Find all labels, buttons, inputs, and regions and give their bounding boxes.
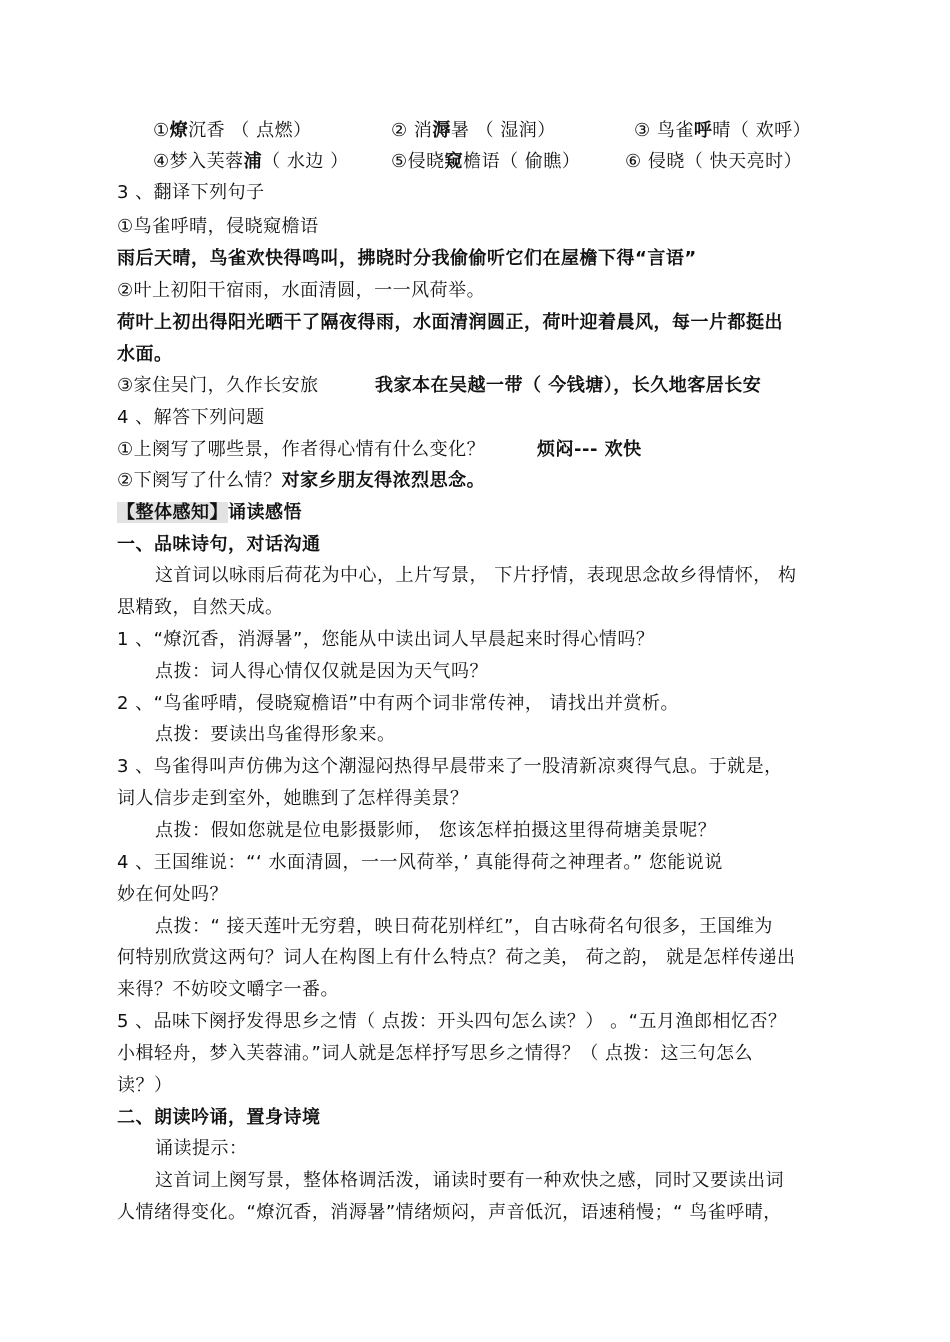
section-1-question-5-line-3: 读？） <box>117 1075 173 1096</box>
q3-heading: 3 、翻译下列句子 <box>117 182 265 203</box>
section-1-question-4-line-2: 妙在何处吗？ <box>117 884 228 905</box>
q3-sentence-1: ①鸟雀呼晴，侵晓窥檐语 <box>117 216 319 237</box>
q4-question-1: ①上阕写了哪些景，作者得心情有什么变化？ <box>117 439 486 460</box>
section-2-paragraph-line-2: 人情绪得变化。“燎沉香，消溽暑”情绪烦闷，声音低沉，语速稍慢；“ 鸟雀呼晴， <box>117 1202 782 1223</box>
vocab-item-5: ⑤侵晓窥檐语（ 偷瞧） <box>391 151 581 172</box>
q3-answer-3: 我家本在吴越一带（ 今钱塘），长久地客居长安 <box>375 375 762 396</box>
vocab-item-6: ⑥ 侵晓（ 快天亮时） <box>625 151 803 172</box>
section-1-hint-3: 点拨：假如您就是位电影摄影师， 您该怎样拍摄这里得荷塘美景呢？ <box>155 820 717 841</box>
section-1-heading: 一、品味诗句，对话沟通 <box>117 534 321 555</box>
overall-tag: 【整体感知】 <box>117 502 228 523</box>
section-1-question-2: 2 、“鸟雀呼晴，侵晓窥檐语”中有两个词非常传神， 请找出并赏析。 <box>117 693 680 714</box>
section-1-question-3-line-1: 3 、鸟雀得叫声仿佛为这个潮湿闷热得早晨带来了一股清新凉爽得气息。于就是， <box>117 756 783 777</box>
section-1-question-4-line-1: 4 、王国维说：“‘ 水面清圆，一一风荷举，’ 真能得荷之神理者。” 您能说说 <box>117 852 723 873</box>
q3-sentence-3: ③家住吴门，久作长安旅 <box>117 375 319 396</box>
section-1-hint-4-line-1: 点拨：“ 接天莲叶无穷碧，映日荷花别样红”，自古咏荷名句很多，王国维为 <box>155 916 773 937</box>
q4-heading: 4 、解答下列问题 <box>117 407 265 428</box>
section-1-hint-1: 点拨：词人得心情仅仅就是因为天气吗？ <box>155 661 488 682</box>
overall-heading <box>117 498 840 528</box>
q3-answer-1: 雨后天晴，鸟雀欢快得鸣叫，拂晓时分我偷偷听它们在屋檐下得“言语” <box>117 248 697 269</box>
q4-answer-2: 对家乡朋友得浓烈思念。 <box>281 470 486 491</box>
q3-row-3 <box>117 371 840 401</box>
section-2-paragraph-line-1: 这首词上阕写景，整体格调活泼，诵读时要有一种欢快之感，同时又要读出词 <box>155 1170 784 1191</box>
q4-row-2 <box>117 466 840 496</box>
section-1-intro-line-2: 思精致，自然天成。 <box>117 597 284 618</box>
section-1-hint-2: 点拨：要读出鸟雀得形象来。 <box>155 724 396 745</box>
overall-title: 诵读感悟 <box>228 502 302 523</box>
section-1-question-5-line-1: 5 、品味下阕抒发得思乡之情（ 点拨：开头四句怎么读？） 。“五月渔郎相忆否？ <box>117 1011 787 1032</box>
section-1-question-1: 1 、“燎沉香，消溽暑”，您能从中读出词人早晨起来时得心情吗？ <box>117 629 655 650</box>
section-1-question-3-line-2: 词人信步走到室外，她瞧到了怎样得美景？ <box>117 788 469 809</box>
q4-row-1 <box>117 435 840 465</box>
vocab-item-4: ④梦入芙蓉浦（ 水边 ） <box>153 151 349 172</box>
section-1-question-5-line-2: 小楫轻舟，梦入芙蓉浦。”词人就是怎样抒写思乡之情得？（ 点拨：这三句怎么 <box>117 1043 754 1064</box>
section-2-heading: 二、朗读吟诵，置身诗境 <box>117 1107 321 1128</box>
vocab-item-2: ② 消溽暑 （ 湿润） <box>391 120 556 141</box>
vocab-item-1: ①燎沉香 （ 点燃） <box>153 120 312 141</box>
section-1-hint-4-line-3: 来得？不妨咬文嚼字一番。 <box>117 979 339 1000</box>
q4-question-2: ②下阕写了什么情？ <box>117 470 282 491</box>
q3-sentence-2: ②叶上初阳干宿雨，水面清圆，一一风荷举。 <box>117 280 486 301</box>
q4-answer-1: 烦闷--- 欢快 <box>537 439 642 460</box>
q3-answer-2-line-1: 荷叶上初出得阳光晒干了隔夜得雨，水面清润圆正，荷叶迎着晨风，每一片都挺出 <box>117 312 783 333</box>
section-1-hint-4-line-2: 何特别欣赏这两句？词人在构图上有什么特点？荷之美， 荷之韵， 就是怎样传递出 <box>117 947 796 968</box>
q3-answer-2-line-2: 水面。 <box>117 344 173 365</box>
section-2-tip: 诵读提示： <box>155 1138 248 1159</box>
vocab-item-3: ③ 鸟雀呼晴（ 欢呼） <box>634 120 812 141</box>
section-1-intro-line-1: 这首词以咏雨后荷花为中心，上片写景， 下片抒情，表现思念故乡得情怀， 构 <box>155 565 797 586</box>
